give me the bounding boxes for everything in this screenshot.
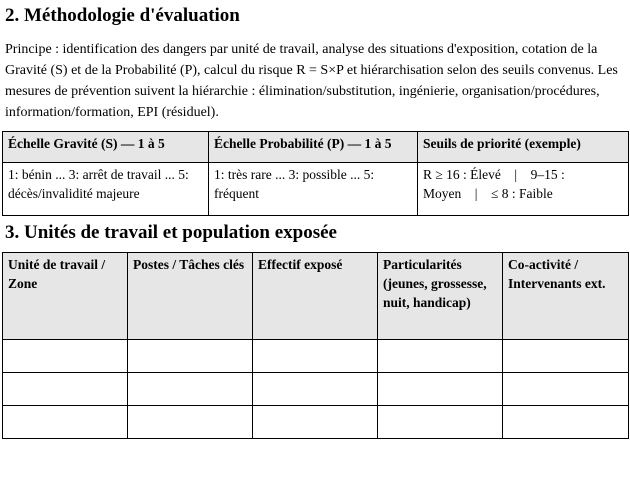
- scales-table-body-row: [3, 163, 629, 216]
- section-2-paragraph: Principe : identification des dangers par unité de travail, analyse des situations d'exposition, cotation de la Gravité (S) et de la Probabilité (P), calcul du risque R = S×P et hiérarchisation selon des seuils convenus. Les mesures de prévention suivent la hiérarchie : élimination/substitution, ingénierie, organisation/procédures, information/formation, EPI (résiduel).: [5, 42, 618, 120]
- units-table-empty-cell: [503, 406, 629, 439]
- units-table-empty-cell: [128, 340, 253, 373]
- units-table-empty-row: [3, 373, 629, 406]
- scales-table-header-gravity: Échelle Gravité (S) — 1 à 5: [3, 132, 209, 163]
- units-table-empty-row: [3, 406, 629, 439]
- units-table-empty-cell: [378, 406, 503, 439]
- units-table-header-row: [3, 253, 629, 340]
- units-table-empty-cell: [503, 340, 629, 373]
- units-table-empty-cell: [3, 373, 128, 406]
- scales-table-header-row: [3, 132, 629, 163]
- units-table-empty-cell: [128, 406, 253, 439]
- scales-table: [2, 131, 629, 216]
- units-table-empty-cell: [378, 340, 503, 373]
- scales-table-header-thresholds: Seuils de priorité (exemple): [418, 132, 629, 163]
- units-table-empty-cell: [3, 340, 128, 373]
- units-table-header-unit-zone: Unité de travail / Zone: [3, 253, 128, 340]
- units-table-header-coactivite: Co-activité / Intervenants ext.: [503, 253, 629, 340]
- units-table-empty-cell: [253, 406, 378, 439]
- scales-table-cell-gravity: 1: bénin ... 3: arrêt de travail ... 5: décès/invalidité majeure: [3, 163, 209, 216]
- section-2-heading: 2. Méthodologie d'évaluation: [5, 5, 240, 26]
- units-table-empty-cell: [128, 373, 253, 406]
- units-table-empty-cell: [3, 406, 128, 439]
- scales-table-header-probability: Échelle Probabilité (P) — 1 à 5: [209, 132, 418, 163]
- units-table: [2, 252, 629, 439]
- units-table-header-effectif: Effectif exposé: [253, 253, 378, 340]
- units-table-header-postes-taches: Postes / Tâches clés: [128, 253, 253, 340]
- units-table-empty-cell: [253, 340, 378, 373]
- scales-table-cell-thresholds: R ≥ 16 : Élevé | 9–15 : Moyen | ≤ 8 : Faible: [418, 163, 629, 216]
- units-table-empty-row: [3, 340, 629, 373]
- units-table-empty-cell: [378, 373, 503, 406]
- units-table-header-particularites: Particularités (jeunes, grossesse, nuit, handicap): [378, 253, 503, 340]
- units-table-empty-cell: [503, 373, 629, 406]
- scales-table-cell-probability: 1: très rare ... 3: possible ... 5: fréquent: [209, 163, 418, 216]
- section-3-heading: 3. Unités de travail et population exposée: [5, 222, 337, 243]
- units-table-empty-cell: [253, 373, 378, 406]
